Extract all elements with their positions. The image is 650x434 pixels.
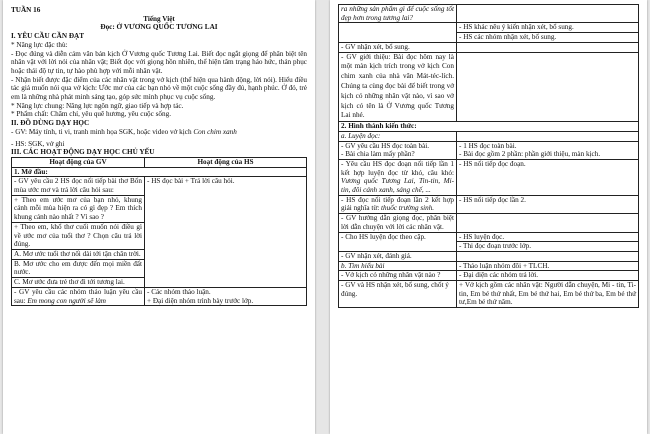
section-3-heading: III. CÁC HOẠT ĐỘNG DẠY HỌC CHỦ YẾU [11, 148, 155, 157]
section-1-heading: I. YÊU CẦU CẦN ĐẠT [11, 32, 85, 41]
teacher-cell: - GV yêu cầu HS đọc toàn bài. - Bài chia làm mấy phần? [339, 141, 457, 159]
student-cell: - HS luyện đọc. - Thi đọc đoạn trước lớp. [457, 232, 639, 251]
student-cell [457, 5, 639, 23]
teacher-cell: - GV hướng dẫn giọng đọc, phân biệt lời dẫn chuyện với lời các nhân vật. [339, 214, 457, 232]
week-label: TUẦN 16 [11, 6, 41, 14]
student-cell: - 1 HS đọc toàn bài. - Bài đọc gồm 2 phần: phần giới thiệu, màn kịch. [457, 141, 639, 159]
teacher-cell: - HS đọc nối tiếp đoạn lần 2 kết hợp giải nghĩa từ: thuốc trường sinh. [339, 195, 457, 213]
teacher-column-header: Hoạt động của GV [12, 157, 145, 167]
student-cell [457, 52, 639, 122]
teacher-cell: - Vở kịch có những nhân vật nào ? [339, 271, 457, 281]
reading-practice-heading: a. Luyện đọc: [339, 131, 457, 141]
student-cell [457, 214, 639, 232]
document-page-2 [330, 0, 647, 434]
teacher-cell: - Cho HS luyện đọc theo cặp. [339, 232, 457, 251]
student-cell: - Đại diện các nhóm trả lời. [457, 271, 639, 281]
teacher-cell: ra những sản phẩm gì để cuộc sống tốt đẹp hơn trong tương lai? [339, 5, 457, 23]
section-1-line: * Năng lực đặc thù: [11, 40, 68, 49]
student-cell [457, 251, 639, 261]
student-materials: - HS: SGK, vở ghi [11, 139, 65, 148]
understanding-heading: b. Tìm hiểu bài [339, 261, 457, 271]
page-2-content [338, 4, 639, 308]
student-cell: - Thảo luận nhóm đôi + TLCH. [457, 261, 639, 271]
section-1-line: * Năng lực chung: Năng lực ngôn ngữ, giao tiếp và hợp tác. [11, 101, 184, 110]
student-cell: + Vở kịch gồm các nhân vật: Người dẫn chuyện, Mi - tin, Ti-tin, Em bé thứ nhất, Em bé thứ hai, Em bé thứ ba, Em bé thứ tư,Em bé thứ năm. [457, 281, 639, 308]
teacher-materials: - GV: Máy tính, ti vi, tranh minh họa SGK, hoặc video vở kịch Con chim xanh [11, 127, 237, 136]
student-cell: - Các nhóm thảo luận. + Đại diện nhóm trình bày trước lớp. [145, 287, 307, 305]
section-1-line: - Đọc đúng và diễn cảm văn bản kịch Ở Vương quốc Tương Lai. Biết đọc ngắt giọng để phân biệt tên nhân vật với lời nói của nhân vật; Biết đọc với giọng hồn nhiên, thể hiện tâm trạng háo hức, thán phục hoặc thái độ tự tin, tự hào phù hợp với mỗi nhân vật. [11, 49, 307, 75]
activities-table-continued [338, 4, 639, 308]
lesson-title: Đọc: Ở VƯƠNG QUỐC TƯƠNG LAI [100, 23, 218, 32]
teacher-cell: - Yêu cầu HS đọc đoạn nối tiếp lần 1 kết hợp luyện đọc từ khó, câu khó: Vương quốc Tương Lai, Tin-tin, Mi-tin, đôi cánh xanh, sáng chế, ... [339, 159, 457, 195]
document-page-1 [3, 0, 315, 434]
page-1-content [11, 6, 307, 306]
student-cell [457, 131, 639, 141]
section-1-line: - Nhận biết được đặc điểm của các nhân vật trong vở kịch (thể hiện qua hành động, lời nói). Hiểu điều tác giả muốn nói qua vở kịch: Ước mơ của các bạn nhỏ về một cuộc sống đầy đủ, hạnh phúc. Ở đó, trẻ em là những nhà phát minh sáng tạo, góp sức mình phục vụ cuộc sống. [11, 75, 307, 102]
student-cell: - HS nối tiếp đọc đoạn. [457, 159, 639, 195]
teacher-cell: - GV và HS nhận xét, bổ sung, chốt ý đúng. [339, 281, 457, 308]
teacher-cell: - GV nhận xét, bổ sung. [339, 42, 457, 52]
student-cell [457, 42, 639, 52]
start-heading: 1. Mở đầu: [12, 167, 307, 177]
section-2-heading: II. ĐỒ DÙNG DẠY HỌC [11, 119, 90, 128]
teacher-cell: - GV yêu cầu các nhóm thảo luận yêu cầu sau: Em mong con người sẽ làm [12, 287, 145, 305]
section-1-line: * Phẩm chất: Chăm chỉ, yêu quê hương, yêu cuộc sống. [11, 110, 171, 119]
student-cell: - HS đọc bài + Trả lời câu hỏi. [145, 177, 307, 287]
teacher-cell: - GV yêu cầu 2 HS đọc nối tiếp bài thơ Bốn mùa ước mơ và trả lời câu hỏi sau: + Theo em ước mơ của bạn nhỏ, khung cảnh mỗi mùa hiện ra có gì đẹp ? Em thích khung cảnh nào nhất ? Vì sao ? + Theo em, khổ thơ cuối muốn nói điều gì về ước mơ của tuổi thơ ? Chọn câu trả lời đúng. A. Mơ ước tuổi thơ nối dài tới tận chân trời. B. Mơ ước cho em được đến mọi miền đất nước. C. Mơ ước đưa trẻ thơ đi tới tương lai. [12, 177, 145, 287]
section-2-heading: 2. Hình thành kiến thức: [339, 122, 639, 132]
teacher-cell [339, 23, 457, 42]
teacher-cell: - GV nhận xét, đánh giá. [339, 251, 457, 261]
teacher-cell: - GV giới thiệu: Bài đọc hôm nay là một màn kịch trích trong vở kịch Con chim xanh của nhà văn Mát-téc-lích. Chúng ta cùng đọc bài để biết trong vở kịch có những nhân vật nào, vì sao vở kịch có tên là Ở Vương quốc Tương Lai nhé. [339, 52, 457, 122]
student-cell: - HS nối tiếp đọc lần 2. [457, 195, 639, 213]
student-column-header: Hoạt động của HS [145, 157, 307, 167]
student-cell: - HS khác nêu ý kiến nhận xét, bổ sung. - HS các nhóm nhận xét, bổ sung. [457, 23, 639, 42]
subject-title: Tiếng Việt [143, 14, 175, 23]
activities-table [11, 157, 307, 306]
